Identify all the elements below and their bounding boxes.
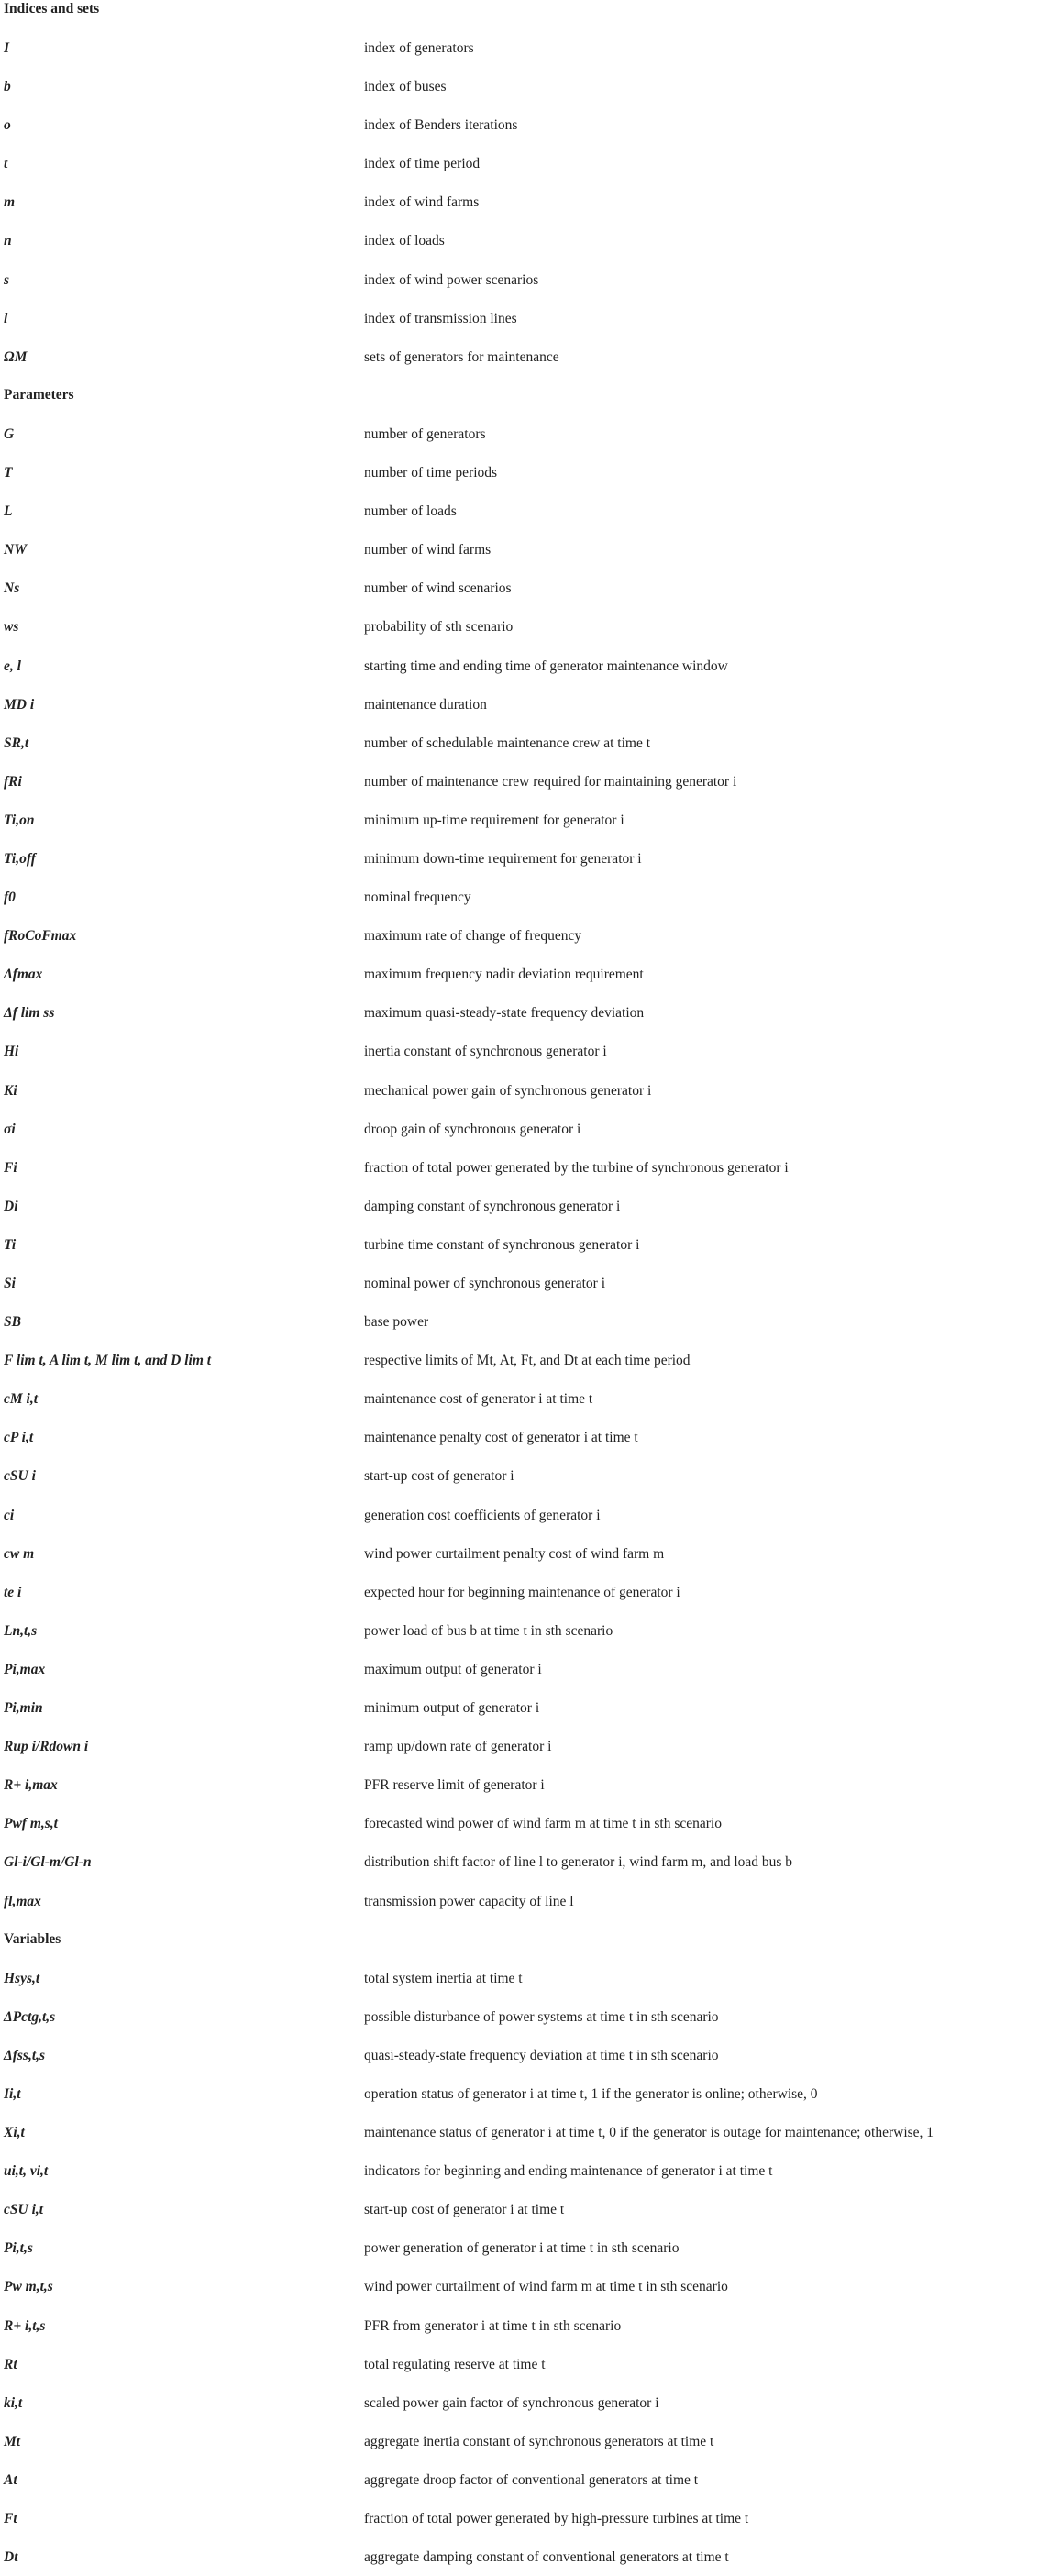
symbol: Ti — [4, 1236, 17, 1253]
description: expected hour for beginning maintenance of generator i — [364, 1584, 680, 1600]
description: index of time period — [364, 156, 481, 172]
description: maintenance duration — [364, 696, 487, 713]
nomenclature-row — [0, 67, 1050, 105]
description: aggregate droop factor of conventional generators at time t — [364, 2471, 699, 2488]
description: index of buses — [364, 79, 447, 95]
description: index of wind farms — [364, 194, 480, 211]
description: respective limits of Mt, At, Ft, and Dt at each time period — [364, 1353, 691, 1369]
nomenclature-row — [0, 144, 1050, 182]
nomenclature-row — [0, 182, 1050, 221]
description: wind power curtailment penalty cost of wind farm m — [364, 1545, 665, 1562]
nomenclature-row — [0, 1842, 1050, 1881]
symbol: n — [4, 233, 12, 249]
description: nominal power of synchronous generator i — [364, 1276, 606, 1291]
nomenclature-row — [0, 955, 1050, 993]
symbol: Pi,t,s — [4, 2240, 33, 2257]
symbol: Di — [4, 1198, 18, 1214]
description: sets of generators for maintenance — [364, 348, 559, 365]
description: index of wind power scenarios — [364, 271, 539, 288]
symbol: Ft — [4, 2511, 17, 2526]
nomenclature-row — [0, 1688, 1050, 1727]
symbol: Mt — [4, 2433, 21, 2449]
symbol: l — [4, 310, 8, 326]
description: quasi-steady-state frequency deviation at time t in sth scenario — [364, 2047, 719, 2063]
nomenclature-row — [0, 762, 1050, 801]
nomenclature-row — [0, 1727, 1050, 1765]
description: maintenance cost of generator i at time t — [364, 1391, 593, 1408]
symbol: Pi,max — [4, 1661, 46, 1677]
nomenclature-row — [0, 2151, 1050, 2190]
symbol: SB — [4, 1314, 21, 1331]
nomenclature-row — [0, 415, 1050, 453]
symbol: Pi,min — [4, 1700, 43, 1717]
symbol: ws — [4, 619, 19, 636]
nomenclature-row — [0, 1456, 1050, 1495]
nomenclature-row — [0, 1032, 1050, 1070]
nomenclature-row — [0, 607, 1050, 646]
description: index of generators — [364, 40, 474, 56]
description: ramp up/down rate of generator i — [364, 1739, 552, 1755]
nomenclature-row — [0, 1496, 1050, 1534]
nomenclature-row — [0, 724, 1050, 762]
nomenclature-row — [0, 2036, 1050, 2074]
symbol: b — [4, 79, 11, 95]
description: PFR from generator i at time t in sth scenario — [364, 2317, 622, 2334]
symbol: Pwf m,s,t — [4, 1816, 58, 1832]
nomenclature-row — [0, 2383, 1050, 2422]
symbol: te i — [4, 1584, 22, 1600]
description: maximum output of generator i — [364, 1661, 542, 1677]
symbol: MD i — [4, 696, 35, 713]
description: number of wind farms — [364, 542, 492, 558]
nomenclature-row — [0, 1148, 1050, 1187]
description: maximum frequency nadir deviation requirement — [364, 967, 644, 983]
symbol: e, l — [4, 658, 21, 674]
symbol: R+ i,max — [4, 1777, 58, 1794]
symbol: ΔPctg,t,s — [4, 2008, 56, 2025]
description: total regulating reserve at time t — [364, 2356, 546, 2372]
description: forecasted wind power of wind farm m at time t in sth scenario — [364, 1816, 722, 1832]
symbol: G — [4, 426, 15, 442]
description: number of generators — [364, 426, 486, 442]
description: damping constant of synchronous generator i — [364, 1198, 621, 1214]
nomenclature-row — [0, 1650, 1050, 1688]
description: distribution shift factor of line l to generator i, wind farm m, and load bus b — [364, 1854, 793, 1871]
nomenclature-row — [0, 1418, 1050, 1456]
description: transmission power capacity of line l — [364, 1893, 574, 1909]
description: PFR reserve limit of generator i — [364, 1777, 545, 1794]
nomenclature-row — [0, 2422, 1050, 2460]
description: number of loads — [364, 503, 457, 520]
nomenclature-row — [0, 28, 1050, 67]
nomenclature-row — [0, 337, 1050, 376]
description: maintenance penalty cost of generator i at time t — [364, 1430, 638, 1446]
nomenclature-row — [0, 1534, 1050, 1573]
symbol: cP i,t — [4, 1430, 34, 1446]
description: index of loads — [364, 233, 445, 249]
description: maximum quasi-steady-state frequency deviation — [364, 1005, 645, 1022]
nomenclature-row — [0, 1110, 1050, 1148]
symbol: Dt — [4, 2549, 18, 2566]
description: aggregate inertia constant of synchronous generators at time t — [364, 2433, 714, 2449]
nomenclature-row — [0, 647, 1050, 685]
nomenclature-row — [0, 2190, 1050, 2228]
section-heading: Parameters — [4, 386, 74, 403]
symbol: ci — [4, 1507, 15, 1523]
section-heading-row — [0, 376, 1050, 415]
symbol: fl,max — [4, 1893, 41, 1909]
symbol: ui,t, vi,t — [4, 2163, 49, 2180]
description: operation status of generator i at time t, 1 if the generator is online; otherwise, 0 — [364, 2085, 818, 2102]
symbol: Xi,t — [4, 2125, 25, 2141]
description: probability of sth scenario — [364, 619, 514, 636]
symbol: T — [4, 465, 13, 481]
description: maintenance status of generator i at time t, 0 if the generator is outage for maintenance; otherwise, 1 — [364, 2125, 934, 2141]
description: number of schedulable maintenance crew at time t — [364, 735, 651, 751]
nomenclature-row — [0, 2499, 1050, 2537]
nomenclature-row — [0, 1882, 1050, 1920]
nomenclature-row — [0, 453, 1050, 492]
nomenclature-row — [0, 801, 1050, 839]
nomenclature-row — [0, 105, 1050, 144]
nomenclature-row — [0, 916, 1050, 955]
nomenclature-row — [0, 1959, 1050, 1997]
symbol: s — [4, 271, 10, 288]
nomenclature-row — [0, 2267, 1050, 2305]
description: aggregate damping constant of conventional generators at time t — [364, 2549, 729, 2566]
description: index of transmission lines — [364, 310, 517, 326]
symbol: Ki — [4, 1082, 17, 1099]
symbol: Hi — [4, 1044, 19, 1060]
description: number of time periods — [364, 465, 498, 481]
description: maximum rate of change of frequency — [364, 928, 582, 945]
nomenclature-row — [0, 1225, 1050, 1264]
description: start-up cost of generator i — [364, 1468, 514, 1485]
description: minimum output of generator i — [364, 1700, 540, 1717]
symbol: NW — [4, 542, 27, 558]
description: generation cost coefficients of generator i — [364, 1507, 601, 1523]
symbol: Ii,t — [4, 2085, 21, 2102]
nomenclature-row — [0, 2074, 1050, 2113]
description: mechanical power gain of synchronous generator i — [364, 1082, 652, 1099]
symbol: cSU i — [4, 1468, 36, 1485]
nomenclature-row — [0, 299, 1050, 337]
nomenclature-row — [0, 839, 1050, 878]
symbol: R+ i,t,s — [4, 2317, 46, 2334]
description: inertia constant of synchronous generator i — [364, 1044, 607, 1060]
description: wind power curtailment of wind farm m at time t in sth scenario — [364, 2279, 728, 2295]
nomenclature-row — [0, 1264, 1050, 1302]
symbol: Fi — [4, 1159, 17, 1176]
description: starting time and ending time of generator maintenance window — [364, 658, 728, 674]
symbol: At — [4, 2471, 17, 2488]
symbol: ki,t — [4, 2394, 23, 2411]
symbol: F lim t, A lim t, M lim t, and D lim t — [4, 1353, 212, 1369]
nomenclature-row — [0, 492, 1050, 530]
nomenclature-row — [0, 1804, 1050, 1842]
symbol: fRoCoFmax — [4, 928, 77, 945]
symbol: Ns — [4, 580, 20, 597]
symbol: t — [4, 156, 8, 172]
nomenclature-row — [0, 2537, 1050, 2576]
symbol: cw m — [4, 1545, 35, 1562]
symbol: m — [4, 194, 16, 211]
nomenclature-row — [0, 2306, 1050, 2345]
description: number of wind scenarios — [364, 580, 512, 597]
nomenclature-row — [0, 530, 1050, 569]
nomenclature-row — [0, 2113, 1050, 2151]
symbol: cSU i,t — [4, 2202, 44, 2218]
nomenclature-row — [0, 221, 1050, 260]
nomenclature-row — [0, 1611, 1050, 1650]
symbol: o — [4, 117, 11, 134]
description: power generation of generator i at time t in sth scenario — [364, 2240, 680, 2257]
nomenclature-row — [0, 2345, 1050, 2383]
nomenclature-row — [0, 1302, 1050, 1341]
description: possible disturbance of power systems at time t in sth scenario — [364, 2008, 719, 2025]
nomenclature-row — [0, 260, 1050, 299]
description: droop gain of synchronous generator i — [364, 1121, 581, 1137]
description: start-up cost of generator i at time t — [364, 2202, 565, 2218]
description: minimum down-time requirement for generator i — [364, 850, 642, 867]
description: scaled power gain factor of synchronous generator i — [364, 2394, 659, 2411]
symbol: L — [4, 503, 13, 520]
section-heading-row — [0, 1920, 1050, 1959]
symbol: Pw m,t,s — [4, 2279, 53, 2295]
nomenclature-row — [0, 878, 1050, 916]
symbol: Ti,on — [4, 812, 35, 828]
nomenclature-row — [0, 1071, 1050, 1110]
description: total system inertia at time t — [364, 1970, 523, 1986]
description: nominal frequency — [364, 890, 471, 906]
symbol: Gl-i/Gl-m/Gl-n — [4, 1854, 92, 1871]
symbol: Δfss,t,s — [4, 2047, 46, 2063]
description: fraction of total power generated by high-pressure turbines at time t — [364, 2511, 749, 2526]
nomenclature-row — [0, 1341, 1050, 1379]
nomenclature-row — [0, 2228, 1050, 2267]
section-heading: Variables — [4, 1930, 61, 1947]
symbol: Δf lim ss — [4, 1005, 55, 1022]
nomenclature-row — [0, 569, 1050, 607]
nomenclature-row — [0, 1187, 1050, 1225]
symbol: Rup i/Rdown i — [4, 1739, 89, 1755]
symbol: ΩM — [4, 348, 28, 365]
nomenclature-row — [0, 1997, 1050, 2036]
nomenclature-row — [0, 1379, 1050, 1418]
symbol: σi — [4, 1121, 16, 1137]
symbol: f0 — [4, 890, 16, 906]
nomenclature-row — [0, 2460, 1050, 2499]
symbol: Ln,t,s — [4, 1622, 38, 1639]
description: number of maintenance crew required for maintaining generator i — [364, 773, 737, 790]
description: indicators for beginning and ending maintenance of generator i at time t — [364, 2163, 773, 2180]
symbol: cM i,t — [4, 1391, 39, 1408]
section-heading: Indices and sets — [4, 1, 100, 17]
nomenclature-row — [0, 993, 1050, 1032]
symbol: I — [4, 40, 10, 56]
symbol: Rt — [4, 2356, 17, 2372]
symbol: Si — [4, 1276, 16, 1291]
description: index of Benders iterations — [364, 117, 518, 134]
section-heading-row — [0, 0, 1050, 28]
description: power load of bus b at time t in sth scenario — [364, 1622, 613, 1639]
description: turbine time constant of synchronous generator i — [364, 1236, 640, 1253]
nomenclature-row — [0, 1765, 1050, 1804]
nomenclature-row — [0, 1573, 1050, 1611]
description: minimum up-time requirement for generator i — [364, 812, 624, 828]
nomenclature-row — [0, 685, 1050, 724]
symbol: Δfmax — [4, 967, 43, 983]
symbol: Hsys,t — [4, 1970, 40, 1986]
symbol: fRi — [4, 773, 22, 790]
description: fraction of total power generated by the turbine of synchronous generator i — [364, 1159, 789, 1176]
description: base power — [364, 1314, 429, 1331]
symbol: Ti,off — [4, 850, 36, 867]
symbol: SR,t — [4, 735, 29, 751]
